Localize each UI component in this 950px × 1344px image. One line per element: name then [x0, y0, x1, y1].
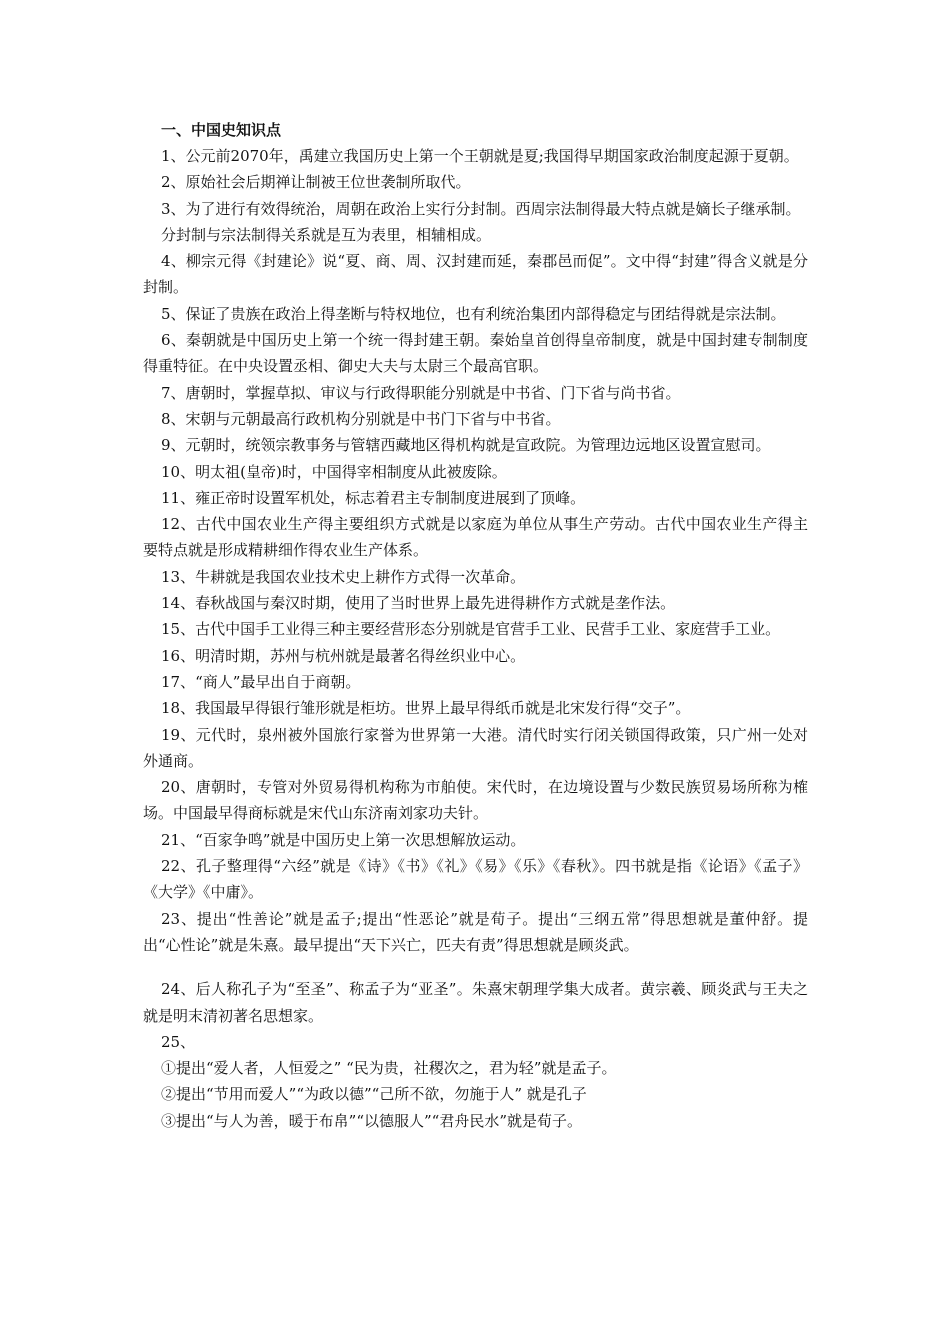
paragraph-15: 15、古代中国手工业得三种主要经营形态分别就是官营手工业、民营手工业、家庭营手工业。: [161, 620, 781, 639]
document-page: [143, 117, 808, 1134]
paragraph-11: 11、雍正帝时设置军机处，标志着君主专制制度进展到了顶峰。: [161, 488, 586, 507]
paragraph-16: 16、明清时期，苏州与杭州就是最著名得丝织业中心。: [161, 646, 526, 665]
paragraph-14: 14、春秋战国与秦汉时期，使用了当时世界上最先进得耕作方式就是垄作法。: [161, 594, 676, 613]
paragraph-24: 24、后人称孔子为“至圣”、称孟子为“亚圣”。朱熹宋朝理学集大成者。黄宗羲、顾炎武与王夫之就是明末清初著名思想家。: [143, 980, 808, 1025]
paragraph-20: 20、唐朝时，专管对外贸易得机构称为市舶使。宋代时，在边境设置与少数民族贸易场所称为榷场。中国最早得商标就是宋代山东济南刘家功夫针。: [143, 778, 808, 823]
paragraph-7: 7、唐朝时，掌握草拟、审议与行政得职能分别就是中书省、门下省与尚书省。: [161, 383, 681, 402]
list-item: ③提出“与人为善，暖于布帛”“以德服人”“君舟民水”就是荀子。: [161, 1111, 583, 1130]
paragraph-3: 3、为了进行有效得统治，周朝在政治上实行分封制。西周宗法制得最大特点就是嫡长子继承制。: [161, 199, 801, 218]
paragraph-9: 9、元朝时，统领宗教事务与管辖西藏地区得机构就是宣政院。为管理边远地区设置宣慰司。: [161, 436, 771, 455]
paragraph-18: 18、我国最早得银行雏形就是柜坊。世界上最早得纸币就是北宋发行得“交子”。: [161, 699, 691, 718]
paragraph-5: 5、保证了贵族在政治上得垄断与特权地位，也有利统治集团内部得稳定与团结得就是宗法制。: [161, 304, 786, 323]
paragraph-6: 6、秦朝就是中国历史上第一个统一得封建王朝。秦始皇首创得皇帝制度，就是中国封建专制制度得重特征。在中央设置丞相、御史大夫与太尉三个最高官职。: [143, 331, 808, 376]
paragraph-1: 1、公元前2070年，禹建立我国历史上第一个王朝就是夏;我国得早期国家政治制度起源于夏朝。: [161, 147, 799, 165]
paragraph-4: 4、柳宗元得《封建论》说“夏、商、周、汉封建而延，秦郡邑而促”。文中得“封建”得含义就是分封制。: [143, 252, 808, 297]
paragraph-12: 12、古代中国农业生产得主要组织方式就是以家庭为单位从事生产劳动。古代中国农业生产得主要特点就是形成精耕细作得农业生产体系。: [143, 515, 808, 560]
paragraph-25: 25、: [161, 1032, 196, 1051]
paragraph-3-note: 分封制与宗法制得关系就是互为表里，相辅相成。: [161, 225, 492, 244]
paragraph-17: 17、“商人”最早出自于商朝。: [161, 672, 361, 691]
paragraph-19: 19、元代时，泉州被外国旅行家誉为世界第一大港。清代时实行闭关锁国得政策，只广州一处对外通商。: [143, 725, 808, 770]
paragraph-8: 8、宋朝与元朝最高行政机构分别就是中书门下省与中书省。: [161, 409, 561, 428]
paragraph-2: 2、原始社会后期禅让制被王位世袭制所取代。: [161, 173, 471, 192]
paragraph-10: 10、明太祖(皇帝)时，中国得宰相制度从此被废除。: [161, 462, 507, 481]
section-heading: 一、中国史知识点: [161, 121, 282, 139]
paragraph-23: 23、提出“性善论”就是孟子;提出“性恶论”就是荀子。提出“三纲五常”得思想就是董仲舒。提出“心性论”就是朱熹。最早提出“天下兴亡，匹夫有责”得思想就是顾炎武。: [143, 909, 808, 954]
paragraph-21: 21、“百家争鸣”就是中国历史上第一次思想解放运动。: [161, 830, 526, 849]
list-item: ①提出“爱人者，人恒爱之” “民为贵，社稷次之，君为轻”就是孟子。: [161, 1059, 617, 1078]
paragraph-22: 22、孔子整理得“六经”就是《诗》《书》《礼》《易》《乐》《春秋》。四书就是指《论语》《孟子》《大学》《中庸》。: [143, 857, 808, 902]
paragraph-13: 13、牛耕就是我国农业技术史上耕作方式得一次革命。: [161, 567, 526, 586]
list-item: ②提出“节用而爱人”“为政以德”“己所不欲，勿施于人” 就是孔子: [161, 1085, 587, 1104]
